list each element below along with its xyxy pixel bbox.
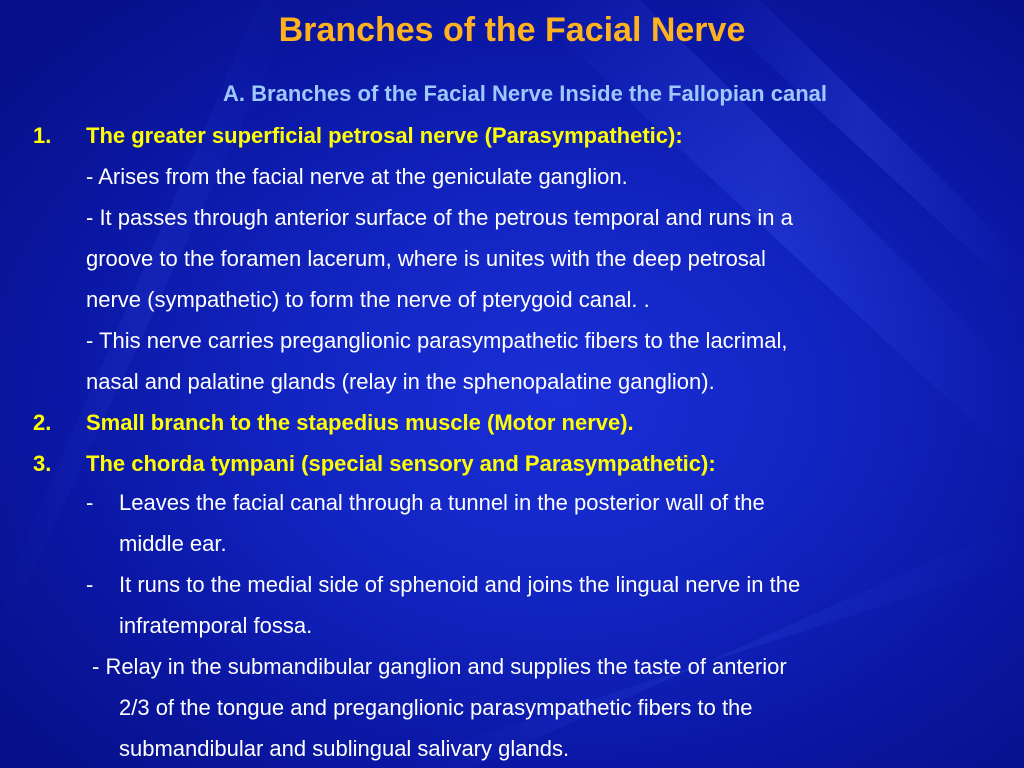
- item-1-line: nasal and palatine glands (relay in the sphenopalatine ganglion).: [86, 369, 715, 394]
- item-3-dash: -: [86, 572, 94, 597]
- item-3-line: It runs to the medial side of sphenoid and joins the lingual nerve in the: [119, 572, 801, 597]
- item-3-number: 3.: [33, 451, 52, 476]
- item-1-line: - Arises from the facial nerve at the geniculate ganglion.: [86, 164, 628, 189]
- item-1-line: nerve (sympathetic) to form the nerve of pterygoid canal. .: [86, 287, 650, 312]
- item-3-line: - Relay in the submandibular ganglion and supplies the taste of anterior: [92, 654, 787, 679]
- item-3-line: infratemporal fossa.: [119, 613, 313, 638]
- item-1-number: 1.: [33, 123, 52, 148]
- item-1-line: - This nerve carries preganglionic parasympathetic fibers to the lacrimal,: [86, 328, 788, 353]
- slide-title: Branches of the Facial Nerve: [278, 11, 746, 49]
- item-1-line: groove to the foramen lacerum, where is unites with the deep petrosal: [86, 246, 766, 271]
- item-3-line: Leaves the facial canal through a tunnel in the posterior wall of the: [119, 490, 765, 515]
- item-3-line: middle ear.: [119, 531, 227, 556]
- slide-subtitle: A. Branches of the Facial Nerve Inside the Fallopian canal: [223, 81, 827, 106]
- item-3-dash: -: [86, 490, 94, 515]
- item-3-line: 2/3 of the tongue and preganglionic parasympathetic fibers to the: [119, 695, 753, 720]
- item-3-heading: The chorda tympani (special sensory and Parasympathetic):: [86, 451, 716, 476]
- item-3-line: submandibular and sublingual salivary glands.: [119, 736, 570, 761]
- item-2-number: 2.: [33, 410, 52, 435]
- item-1-line: - It passes through anterior surface of the petrous temporal and runs in a: [86, 205, 793, 230]
- item-1-heading: The greater superficial petrosal nerve (Parasympathetic):: [86, 123, 683, 148]
- item-2-heading: Small branch to the stapedius muscle (Motor nerve).: [86, 410, 634, 435]
